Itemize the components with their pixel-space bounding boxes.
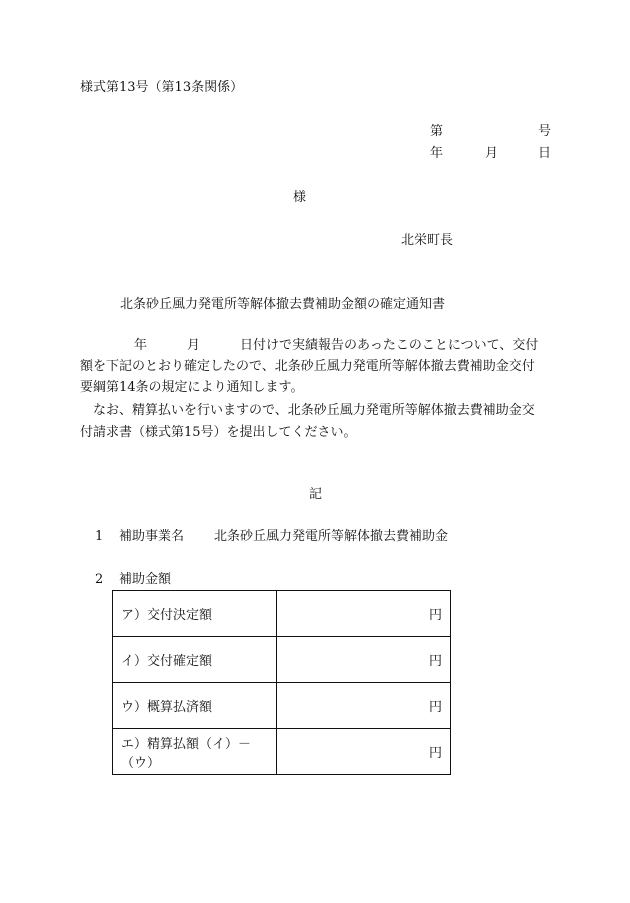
amount-cell: 円 [277, 591, 451, 637]
body-p2-line2: 付請求書（様式第15号）を提出してください。 [80, 425, 357, 440]
item1-number: 1 [95, 529, 104, 544]
body-p1-line2: 額を下記のとおり確定したので、北条砂丘風力発電所等解体撤去費補助金交付 [80, 359, 535, 374]
date-month: 月 [485, 146, 499, 161]
date-year: 年 [430, 146, 444, 161]
body-p2-line1: なお、精算払いを行いますので、北条砂丘風力発電所等解体撤去費補助金交 [93, 403, 535, 418]
amount-cell: 円 [277, 637, 451, 683]
amount-label: ウ）概算払済額 [113, 683, 277, 729]
amount-label: エ）精算払額（イ）－（ウ） [113, 729, 277, 775]
document-title: 北条砂丘風力発電所等解体撤去費補助金額の確定通知書 [120, 297, 446, 312]
body-p1-line3: 要綱第14条の規定により通知します。 [80, 380, 304, 395]
item2-label: 補助金額 [119, 572, 172, 587]
body-p1-year: 年 [134, 338, 148, 353]
body-p1-line1: 日付けで実績報告のあったこのことについて、交付 [240, 338, 539, 353]
issuer: 北栄町長 [401, 233, 454, 248]
table-row [113, 591, 451, 637]
item1-value: 北条砂丘風力発電所等解体撤去費補助金 [214, 529, 449, 544]
table-row [113, 637, 451, 683]
date-day: 日 [538, 146, 552, 161]
item2-number: 2 [95, 572, 104, 587]
amount-cell: 円 [277, 683, 451, 729]
doc-number-suffix: 号 [538, 124, 552, 139]
item1-label: 補助事業名 [119, 529, 185, 544]
amount-label: イ）交付確定額 [113, 637, 277, 683]
ki-heading: 記 [309, 487, 323, 502]
doc-number-prefix: 第 [430, 124, 444, 139]
addressee-suffix: 様 [293, 190, 307, 205]
amount-label: ア）交付決定額 [113, 591, 277, 637]
amount-table [112, 590, 451, 775]
table-row [113, 729, 451, 775]
amount-cell: 円 [277, 729, 451, 775]
form-label: 様式第13号（第13条関係） [80, 80, 244, 95]
table-row [113, 683, 451, 729]
body-p1-month: 月 [187, 338, 201, 353]
